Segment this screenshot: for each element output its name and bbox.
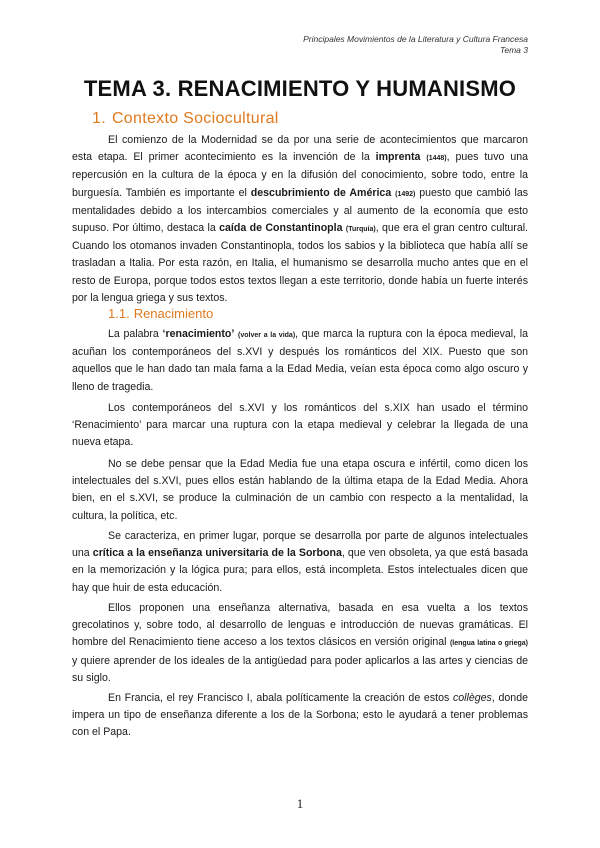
text-run: El comienzo de la Modernidad se da por una serie de acontecimientos que marcaron esta etapa. El primer acontecimiento es la invención de la (72, 134, 528, 164)
subsection-number: 1.1. (108, 306, 130, 321)
language-note: (lengua latina o griega) (449, 640, 529, 648)
place-note: (Turquía) (345, 226, 376, 234)
header-topic: Tema 3 (499, 45, 528, 55)
subsection-heading (108, 306, 213, 321)
paragraph-renacimiento-word (72, 326, 528, 396)
text-run: , que ven obsoleta, ya que está basada en la memorización y la lógica pura; para ellos, está incompleta. Estos intelectuales dicen que hay que huir de esta educación. (72, 547, 528, 594)
section-number: 1. (92, 110, 106, 127)
text-run: puesto que cambió las mentalidades debido a los intercambios comerciales y al aumento de la economía que esto supuso. Por último, destaca la (72, 186, 529, 235)
text-run: y quiere aprender de los ideales de la antigüedad para poder aplicarlos a las artes y ciencias de su siglo. (72, 654, 528, 684)
italic-term: collèges (452, 692, 492, 704)
date-note: (1492) (395, 190, 416, 198)
text-run: La palabra (108, 328, 163, 340)
paragraph-context (72, 132, 528, 307)
gloss-note: (volver a la vida) (238, 332, 296, 339)
header-course-title: Principales Movimientos de la Literatura y Cultura Francesa (303, 34, 528, 44)
text-run: , que era el gran centro cultural. Cuando los otomanos invaden Constantinopla, todos los sabios y la biblioteca que había allí se trasladan a Italia. Por esta razón, en Italia, el humanismo se desarrolla mucho antes que en el resto de Europa, porque todos estos textos llegan a este territorio, donde había un fuerte interés por la lengua griega y sus textos. (72, 222, 529, 304)
paragraph-alternative-teaching (72, 600, 528, 687)
bold-term: imprenta (375, 151, 421, 164)
paragraph-francisco-i (72, 690, 528, 742)
paragraph-middle-ages: No se debe pensar que la Edad Media fue una etapa oscura e infértil, como dicen los intelectuales del s.XVI, pues ellos están hablando de la última etapa de la Edad Media. Ahora bien, en el s.XVI, se produce la culminación de un cambio con respecto a la mentalidad, la cultura, la política, etc. (72, 458, 528, 522)
text-run: , que marca la ruptura con la época medieval, la acuñan los contemporáneos del s.XVI y después los románticos del XIX. Puesto que son aquellos que le han dado tan mala fama a la Edad Media, veían esta época como algo oscuro y lleno de tragedia. (72, 328, 529, 393)
date-note: (1448) (426, 155, 447, 163)
bold-term: caída de Constantinopla (219, 222, 343, 235)
text-run: . También es importante el (119, 186, 251, 199)
text-run: , pues tuvo una repercusión en la cultura de la época y en la difusión del conocimiento, sobre todo, entre la (72, 151, 528, 182)
subsection-label: Renacimiento (133, 306, 214, 321)
bold-term: crítica a la enseñanza universitaria de la Sorbona (92, 547, 342, 560)
paragraph-sorbonne-critique (72, 528, 528, 597)
underlined-term: burguesía (72, 186, 120, 199)
section-label: Contexto Sociocultural (111, 110, 279, 127)
running-header (303, 34, 528, 56)
text-run: Se caracteriza, en primer lugar, porque se desarrolla por parte de algunos intelectuales una (72, 530, 528, 560)
bold-term: ‘renacimiento’ (162, 328, 235, 340)
page-number: 1 (296, 796, 304, 811)
bold-term: descubrimiento de América (250, 186, 392, 199)
section-heading (92, 110, 279, 128)
text-run: , donde impera un tipo de enseñanza diferente a los de la Sorbona; esto le ayudará a tener problemas con el Papa. (72, 692, 528, 739)
text-run: En Francia, el rey Francisco I, abala políticamente la creación de estos (108, 692, 453, 704)
page-title: TEMA 3. RENACIMIENTO Y HUMANISMO (83, 76, 517, 101)
paragraph-contemporaries: Los contemporáneos del s.XVI y los románticos del s.XIX han usado el término ‘Renacimiento’ para marcar una ruptura con la etapa medieval y celebrar la llegada de una nueva etapa. (72, 402, 528, 449)
text-run: Ellos proponen una enseñanza alternativa, basada en esa vuelta a los textos grecolatinos y, sobre todo, al desarrollo de lenguas e introducción de nuevas gramáticas. El hombre del Renacimiento tiene acceso a los textos clásicos en versión original (72, 602, 528, 649)
